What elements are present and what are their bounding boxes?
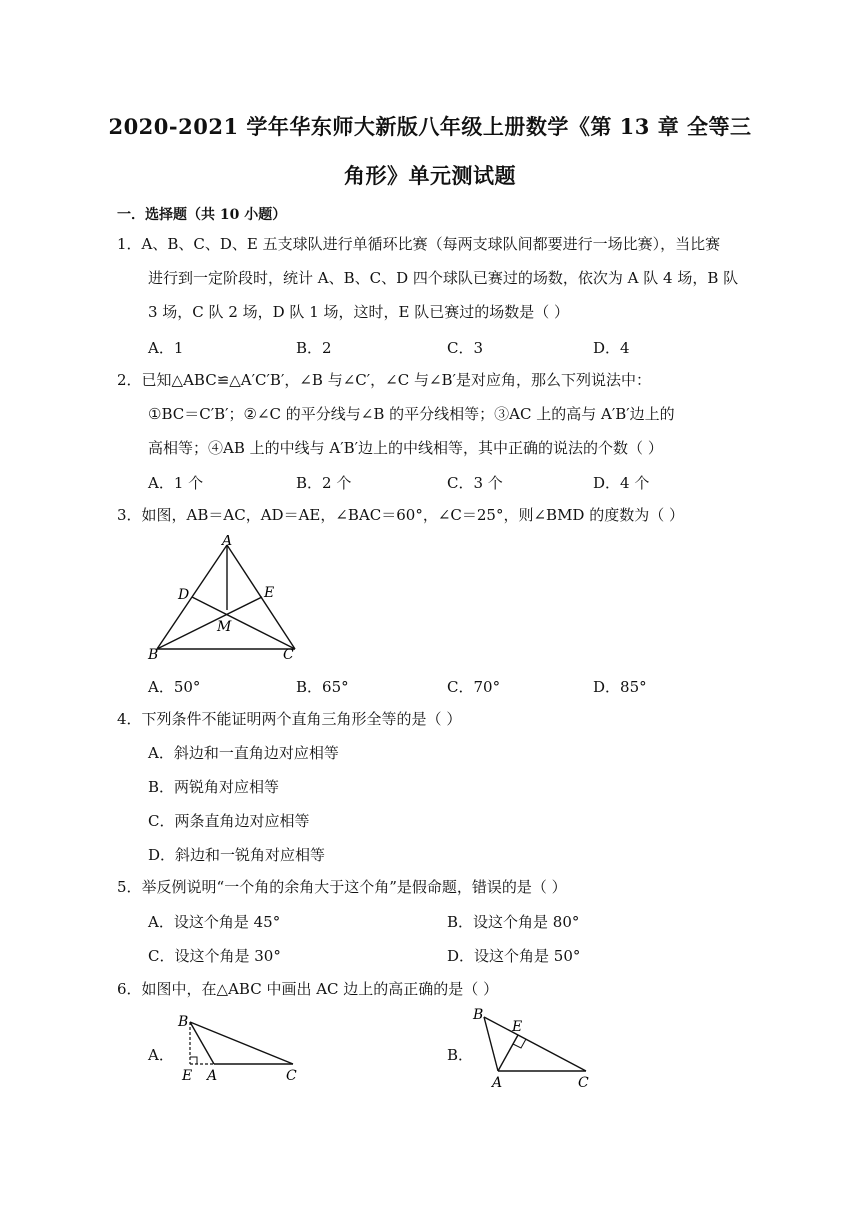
question-1-line-2: 进行到一定阶段时，统计 A、B、C、D 四个球队已赛过的场数，依次为 A 队 4 场，B 队 (148, 269, 739, 287)
question-3-option-c: C．70° (447, 678, 501, 696)
question-5-option-b: B．设这个角是 80° (447, 913, 580, 931)
question-3-figure (145, 535, 305, 665)
question-4-option-d: D．斜边和一锐角对应相等 (148, 846, 326, 864)
question-2-option-c: C．3 个 (447, 474, 503, 492)
question-2-option-d: D．4 个 (593, 474, 650, 492)
question-6-figure-b (466, 1005, 596, 1091)
question-4-line-1: 4．下列条件不能证明两个直角三角形全等的是（ ） (117, 710, 462, 728)
label-c: C (283, 647, 294, 663)
label-a: A (492, 1075, 503, 1091)
question-4-option-b: B．两锐角对应相等 (148, 778, 280, 796)
question-5-option-c: C．设这个角是 30° (148, 947, 281, 965)
question-2-line-3: 高相等；④AB 上的中线与 A′B′边上的中线相等，其中正确的说法的个数（ ） (148, 439, 663, 457)
label-m: M (217, 619, 232, 635)
question-3-line-1: 3．如图，AB＝AC，AD＝AE，∠BAC＝60°，∠C＝25°，则∠BMD 的度数为（ ） (117, 506, 684, 524)
question-4-option-c: C．两条直角边对应相等 (148, 812, 310, 830)
question-5-option-d: D．设这个角是 50° (447, 947, 581, 965)
question-6-line-1: 6．如图中，在△ABC 中画出 AC 边上的高正确的是（ ） (117, 980, 499, 998)
question-6-figure-a (170, 1012, 305, 1084)
section-heading: 一．选择题（共 10 小题） (117, 207, 287, 223)
question-3-option-b: B．65° (296, 678, 349, 696)
question-1-line-1: 1．A、B、C、D、E 五支球队进行单循环比赛（每两支球队间都要进行一场比赛），当比赛 (117, 235, 721, 253)
question-3-option-a: A．50° (148, 678, 201, 696)
label-a: A (207, 1068, 218, 1084)
label-b: B (148, 647, 159, 663)
question-4-option-a: A．斜边和一直角边对应相等 (148, 744, 339, 762)
label-a: A (222, 535, 233, 549)
label-c: C (578, 1075, 589, 1091)
label-b: B (178, 1014, 189, 1030)
question-1-option-b: B．2 (296, 339, 332, 357)
question-2-option-b: B．2 个 (296, 474, 352, 492)
label-b: B (473, 1007, 484, 1023)
question-2-line-2: ①BC＝C′B′；②∠C 的平分线与∠B 的平分线相等；③AC 上的高与 A′B′边上的 (148, 405, 675, 423)
label-e: E (512, 1019, 523, 1035)
question-6-option-b-label: B． (447, 1046, 474, 1064)
page-title-line-2: 角形》单元测试题 (344, 163, 516, 188)
label-d: D (178, 587, 190, 603)
question-1-option-c: C．3 (447, 339, 484, 357)
label-c: C (286, 1068, 297, 1084)
question-3-option-d: D．85° (593, 678, 647, 696)
label-e: E (182, 1068, 193, 1084)
question-5-line-1: 5．举反例说明“一个角的余角大于这个角”是假命题，错误的是（ ） (117, 878, 567, 896)
question-6-option-a-label: A． (148, 1046, 174, 1064)
question-2-line-1: 2．已知△ABC≌△A′C′B′，∠B 与∠C′，∠C 与∠B′是对应角，那么下列说法中： (117, 371, 651, 389)
question-5-option-a: A．设这个角是 45° (148, 913, 281, 931)
question-2-option-a: A．1 个 (148, 474, 204, 492)
question-1-option-a: A．1 (148, 339, 184, 357)
page-title-line-1: 2020-2021 学年华东师大新版八年级上册数学《第 13 章 全等三 (108, 114, 752, 139)
question-1-option-d: D．4 (593, 339, 630, 357)
question-1-line-3: 3 场，C 队 2 场，D 队 1 场，这时，E 队已赛过的场数是（ ） (148, 303, 569, 321)
label-e: E (264, 585, 275, 601)
